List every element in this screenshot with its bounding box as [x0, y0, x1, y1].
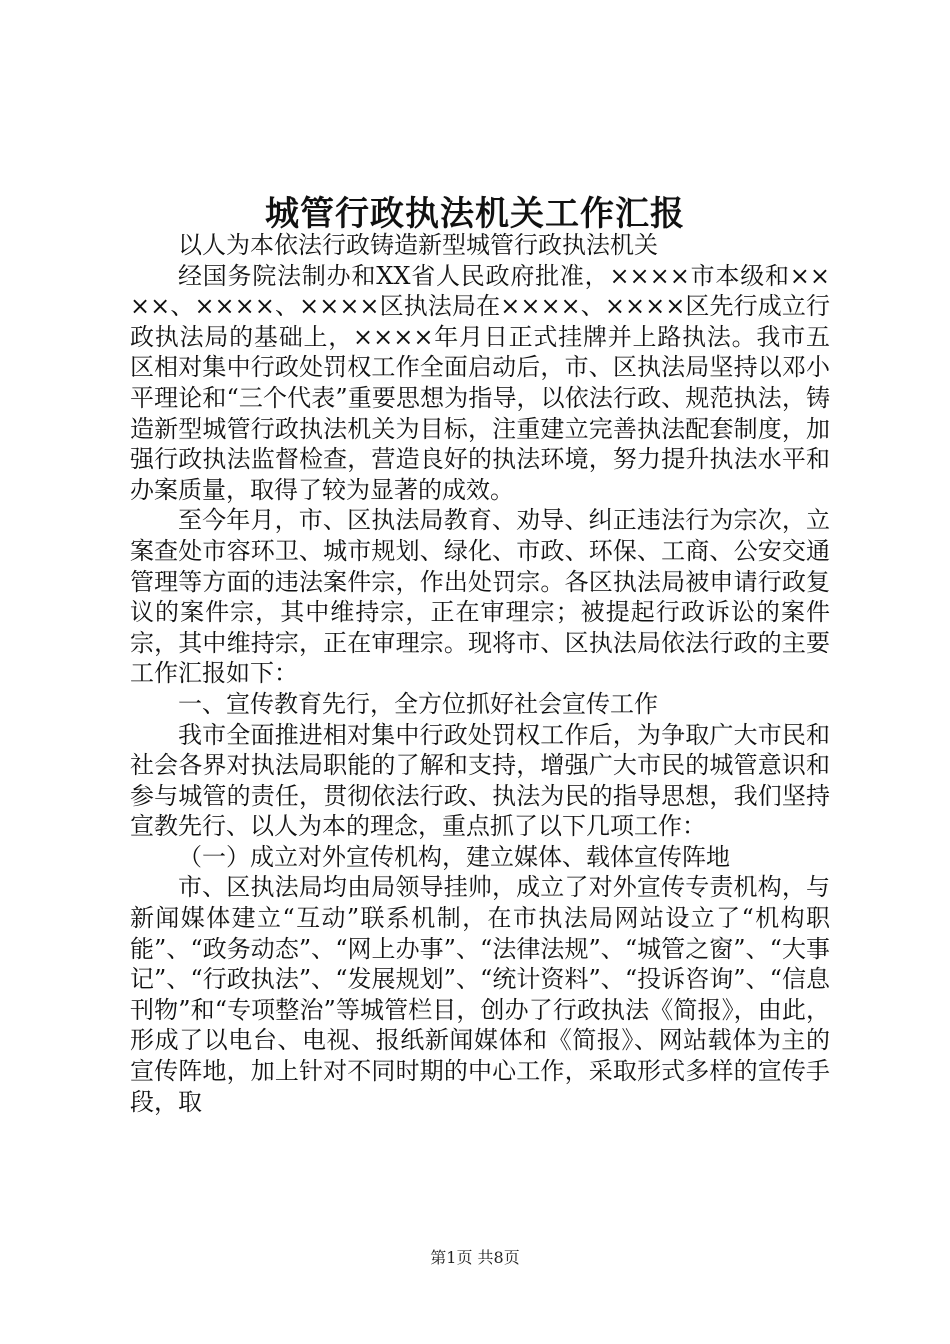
subtitle-paragraph: 以人为本依法行政铸造新型城管行政执法机关: [178, 231, 658, 259]
body-paragraph: 市、区执法局均由局领导挂帅，成立了对外宣传专责机构，与新闻媒体建立“互动”联系机制，在市执法局网站设立了“机构职能”、“政务动态”、“网上办事”、“法律法规”、“城管之窗”、“大事记”、“行政执法”、“发展规划”、“统计资料”、“投诉咨询”、“信息刊物”和“专项整治”等城管栏目，创办了行政执法《简报》，由此，形成了以电台、电视、报纸新闻媒体和《简报》、网站载体为主的宣传阵地，加上针对不同时期的中心工作，采取形式多样的宣传手段，取: [130, 873, 830, 1116]
page-footer: 第1页 共8页: [430, 1248, 520, 1267]
body-paragraph: 我市全面推进相对集中行政处罚权工作后，为争取广大市民和社会各界对执法局职能的了解和支持，增强广大市民的城管意识和参与城管的责任，贯彻依法行政、执法为民的指导思想，我们坚持宣教先行、以人为本的理念，重点抓了以下几项工作：: [130, 720, 830, 841]
body-paragraph: 经国务院法制办和XX省人民政府批准，××××市本级和××××、××××、××××区执法局在××××、××××区先行成立行政执法局的基础上，××××年月日正式挂牌并上路执法。我市五区相对集中行政处罚权工作全面启动后，市、区执法局坚持以邓小平理论和“三个代表”重要思想为指导，以依法行政、规范执法，铸造新型城管行政执法机关为目标，注重建立完善执法配套制度，加强行政执法监督检查，营造良好的执法环境，努力提升执法水平和办案质量，取得了较为显著的成效。: [130, 261, 830, 504]
document-body: [130, 230, 830, 1117]
body-paragraph: 至今年月，市、区执法局教育、劝导、纠正违法行为宗次，立案查处市容环卫、城市规划、绿化、市政、环保、工商、公安交通管理等方面的违法案件宗，作出处罚宗。各区执法局被申请行政复议的案件宗，其中维持宗，正在审理宗；被提起行政诉讼的案件宗，其中维持宗，正在审理宗。现将市、区执法局依法行政的主要工作汇报如下：: [130, 506, 830, 688]
document-title: 城管行政执法机关工作汇报: [265, 194, 685, 234]
section-heading: 一、宣传教育先行，全方位抓好社会宣传工作: [178, 689, 658, 718]
subsection-heading: （一）成立对外宣传机构，建立媒体、载体宣传阵地: [178, 842, 730, 871]
